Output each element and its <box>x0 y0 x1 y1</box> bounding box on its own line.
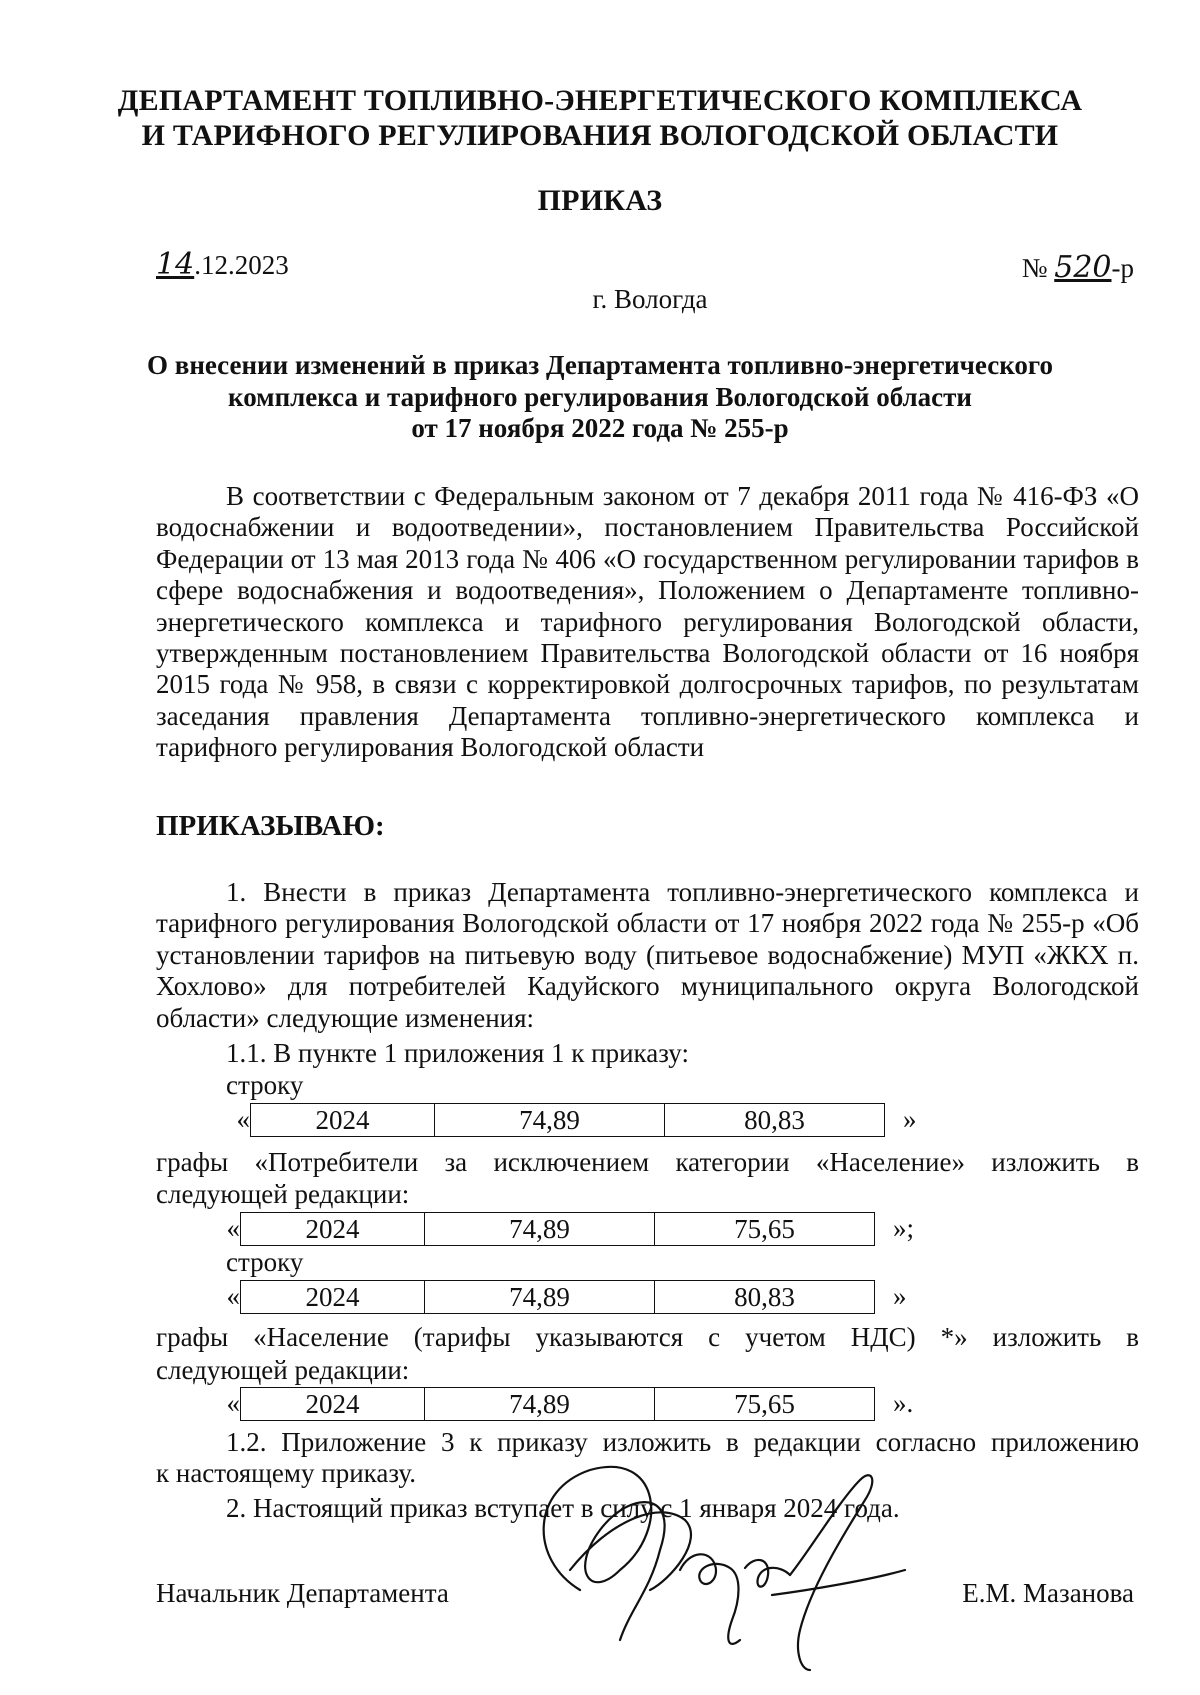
next-edition-2: следующей редакции: <box>156 1355 410 1385</box>
number-handwritten: 520 <box>1054 250 1112 285</box>
org-name-line1: ДЕПАРТАМЕНТ ТОПЛИВНО-ЭНЕРГЕТИЧЕСКОГО КОМПЛЕКСА <box>117 84 1083 117</box>
tariff-year: 2024 <box>240 1387 425 1421</box>
quote-close: » <box>903 1104 917 1134</box>
quote-close: ». <box>893 1388 914 1418</box>
quote-close: »; <box>893 1213 915 1243</box>
number-suffix: -р <box>1111 253 1134 283</box>
subject-line3: от 17 ноября 2022 года № 255-р <box>411 413 789 443</box>
signatory-name: Е.М. Мазанова <box>962 1578 1134 1608</box>
subject-line2: комплекса и тарифного регулирования Вологодской области <box>228 382 972 412</box>
item-1: 1. Внести в приказ Департамента топливно-энергетического комплекса и тарифного регулирования Вологодской области от 17 ноября 2022 года № 255-р «Об установлении тарифов на питьевую воду (питьевое водоснабжение) МУП «ЖКХ п. Хохлово» для потребителей Кадуйского муниципального округа Вологодской области» следующие изменения: <box>156 877 1139 1033</box>
document-date <box>156 247 289 282</box>
quote-close: » <box>893 1281 907 1311</box>
grafa-2-line: графы «Население (тарифы указываются с учетом НДС) *» изложить в <box>156 1322 1139 1352</box>
order-word: ПРИКАЗЫВАЮ: <box>156 810 385 842</box>
grafa-1-line: графы «Потребители за исключением категории «Население» изложить в <box>156 1147 1139 1177</box>
tariff-value-1: 74,89 <box>425 1280 655 1314</box>
item-1-1: 1.1. В пункте 1 приложения 1 к приказу: <box>226 1038 689 1068</box>
tariff-value-2: 80,83 <box>655 1280 875 1314</box>
stroku-label-1: строку <box>226 1070 304 1100</box>
org-name-line2: И ТАРИФНОГО РЕГУЛИРОВАНИЯ ВОЛОГОДСКОЙ ОБЛАСТИ <box>141 119 1059 152</box>
tariff-value-2: 75,65 <box>655 1212 875 1246</box>
next-edition-1: следующей редакции: <box>156 1179 410 1209</box>
signatory-position: Начальник Департамента <box>156 1578 449 1608</box>
handwritten-signature <box>510 1160 910 1680</box>
city: г. Вологда <box>592 284 708 314</box>
tariff-year: 2024 <box>250 1103 435 1137</box>
document-number <box>1022 250 1134 285</box>
number-sign: № <box>1021 253 1048 283</box>
item-2: 2. Настоящий приказ вступает в силу с 1 января 2024 года. <box>226 1493 900 1523</box>
item-1-2-line2: к настоящему приказу. <box>156 1458 416 1488</box>
quote-open: « <box>226 1281 240 1311</box>
tariff-value-1: 74,89 <box>425 1387 655 1421</box>
date-day-handwritten: 14 <box>156 247 195 282</box>
date-month-year: .12.2023 <box>194 250 289 280</box>
subject-line1: О внесении изменений в приказ Департамента топливно-энергетического <box>146 350 1053 380</box>
tariff-row <box>226 1103 917 1137</box>
item-1-2-line1: 1.2. Приложение 3 к приказу изложить в редакции согласно приложению <box>226 1427 1139 1457</box>
tariff-value-2: 80,83 <box>665 1103 885 1137</box>
document-type: ПРИКАЗ <box>537 184 663 217</box>
tariff-value-1: 74,89 <box>435 1103 665 1137</box>
stroku-label-2: строку <box>226 1247 304 1277</box>
quote-open: « <box>226 1388 240 1418</box>
tariff-year: 2024 <box>240 1212 425 1246</box>
tariff-value-1: 74,89 <box>425 1212 655 1246</box>
quote-open: « <box>236 1104 250 1134</box>
preamble: В соответствии с Федеральным законом от 7 декабря 2011 года № 416-ФЗ «О водоснабжении и водоотведении», постановлением Правительства Российской Федерации от 13 мая 2013 года № 406 «О государственном регулировании тарифов в сфере водоснабжения и водоотведения», Положением о Департаменте топливно-энергетического комплекса и тарифного регулирования Вологодской области, утвержденным постановлением Правительства Вологодской области от 16 ноября 2015 года № 958, в связи с корректировкой долгосрочных тарифов, по результатам заседания правления Департамента топливно-энергетического комплекса и тарифного регулирования Вологодской области <box>156 481 1139 763</box>
tariff-value-2: 75,65 <box>655 1387 875 1421</box>
tariff-year: 2024 <box>240 1280 425 1314</box>
quote-open: « <box>226 1213 240 1243</box>
